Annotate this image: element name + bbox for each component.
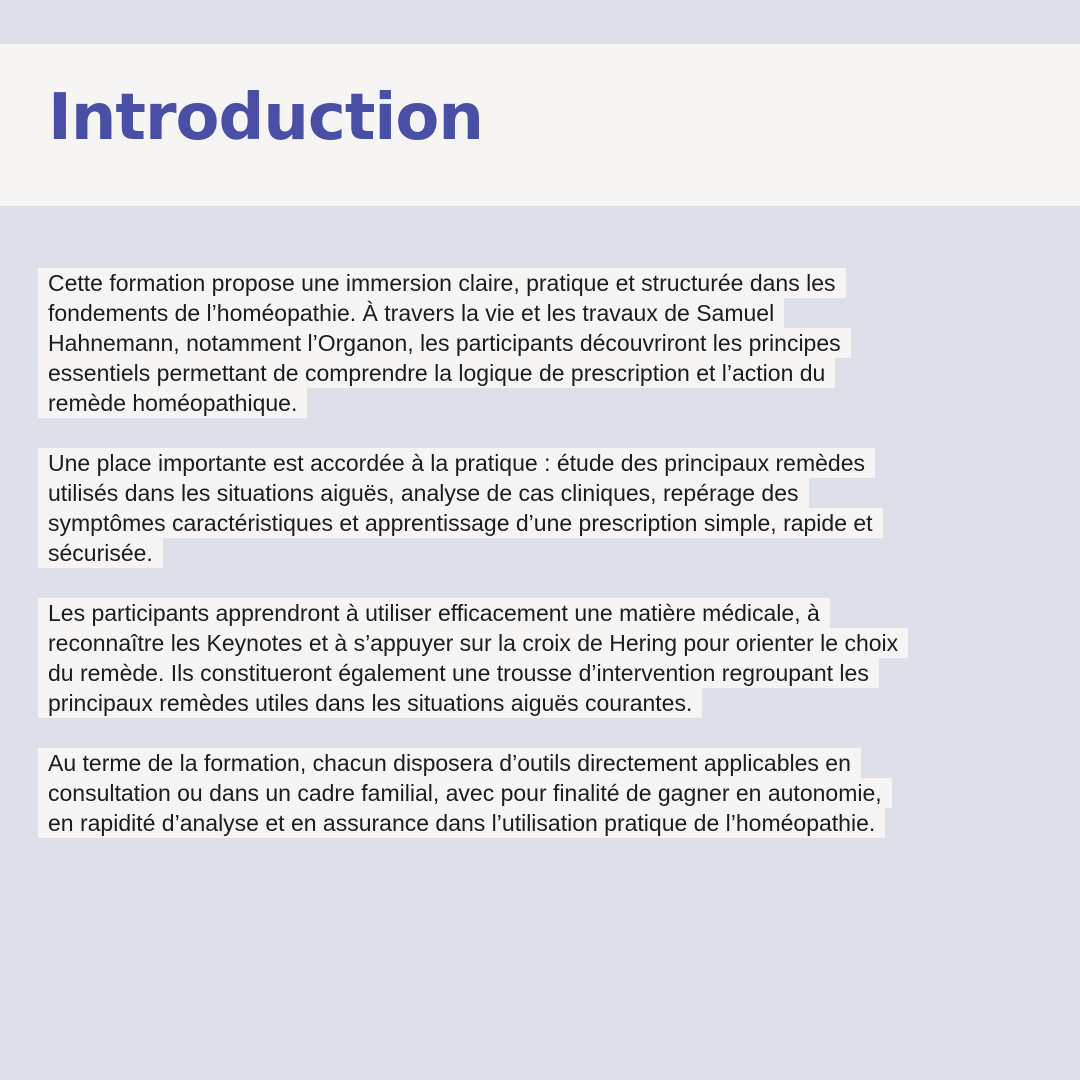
text-line: utilisés dans les situations aiguës, analyse de cas cliniques, repérage des — [38, 478, 809, 508]
text-line: principaux remèdes utiles dans les situations aiguës courantes. — [38, 688, 702, 718]
paragraph-4 — [38, 748, 1038, 838]
body-text — [38, 268, 1038, 868]
paragraph-1 — [38, 268, 1038, 418]
text-line: symptômes caractéristiques et apprentissage d’une prescription simple, rapide et — [38, 508, 883, 538]
text-line: reconnaître les Keynotes et à s’appuyer sur la croix de Hering pour orienter le choix — [38, 628, 908, 658]
text-line: Les participants apprendront à utiliser efficacement une matière médicale, à — [38, 598, 830, 628]
text-line: remède homéopathique. — [38, 388, 307, 418]
text-line: Une place importante est accordée à la pratique : étude des principaux remèdes — [38, 448, 875, 478]
paragraph-2 — [38, 448, 1038, 568]
text-line: consultation ou dans un cadre familial, avec pour finalité de gagner en autonomie, — [38, 778, 892, 808]
text-line: Cette formation propose une immersion claire, pratique et structurée dans les — [38, 268, 846, 298]
text-line: sécurisée. — [38, 538, 163, 568]
text-line: essentiels permettant de comprendre la logique de prescription et l’action du — [38, 358, 835, 388]
text-line: du remède. Ils constitueront également une trousse d’intervention regroupant les — [38, 658, 879, 688]
text-line: Au terme de la formation, chacun disposera d’outils directement applicables en — [38, 748, 861, 778]
text-line: fondements de l’homéopathie. À travers la vie et les travaux de Samuel — [38, 298, 784, 328]
text-line: en rapidité d’analyse et en assurance dans l’utilisation pratique de l’homéopathie. — [38, 808, 885, 838]
text-line: Hahnemann, notamment l’Organon, les participants découvriront les principes — [38, 328, 851, 358]
paragraph-3 — [38, 598, 1038, 718]
page-title: Introduction — [48, 81, 483, 155]
